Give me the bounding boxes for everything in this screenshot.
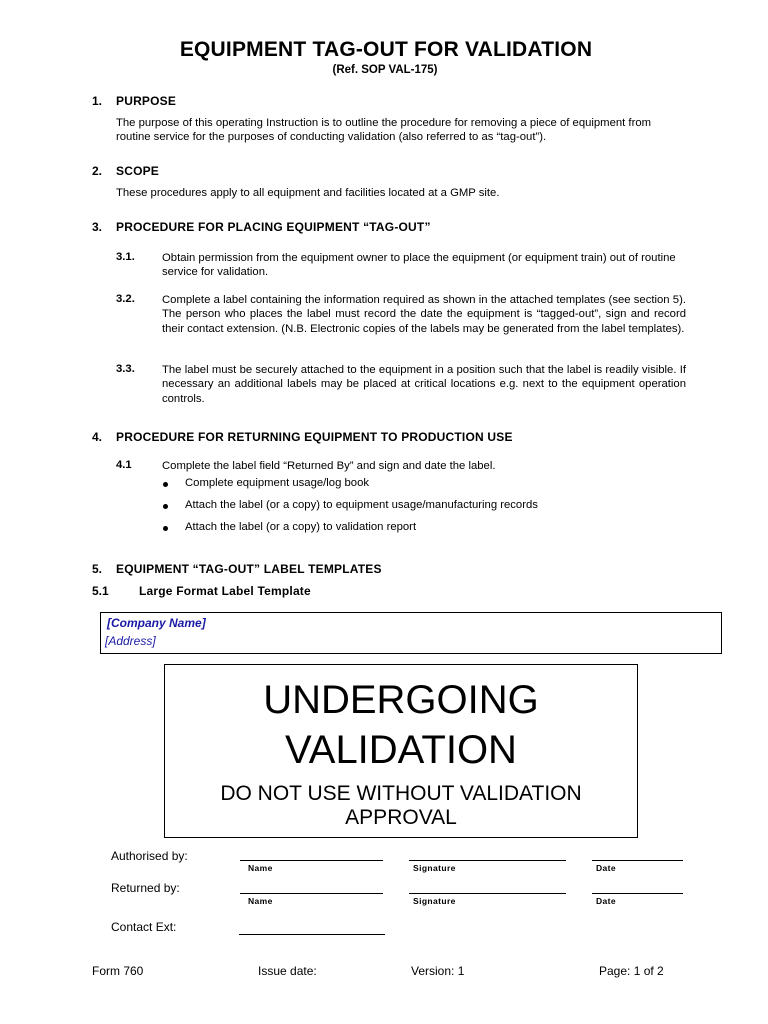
name-caption: Name: [248, 896, 273, 906]
authorised-name-line: [240, 860, 383, 861]
section-2-text: These procedures apply to all equipment and facilities located at a GMP site.: [116, 187, 500, 199]
section-1-number: 1.: [92, 94, 103, 108]
date-caption: Date: [596, 896, 617, 906]
bullet-dot: [163, 482, 168, 487]
section-4-number: 4.: [92, 430, 103, 444]
company-name-placeholder: [Company Name]: [107, 616, 206, 630]
section-5-heading: EQUIPMENT “TAG-OUT” LABEL TEMPLATES: [116, 562, 382, 576]
label-warning-line2: APPROVAL: [345, 806, 457, 829]
authorised-date-line: [592, 860, 683, 861]
section-4-heading: PROCEDURE FOR RETURNING EQUIPMENT TO PRODUCTION USE: [116, 430, 513, 444]
returned-signature-line: [409, 893, 566, 894]
step-3-3-text: The label must be securely attached to the equipment in a position such that the label is readily visible. If necessary an additional labels may be placed at critical locations e.g. next to the equipment operation controls.: [162, 364, 686, 405]
contact-ext-label: Contact Ext:: [111, 920, 177, 934]
step-3-3-number: 3.3.: [116, 363, 135, 375]
subsection-5-1-number: 5.1: [92, 584, 109, 598]
section-3-number: 3.: [92, 220, 103, 234]
document-reference: (Ref. SOP VAL-175): [332, 64, 438, 76]
step-4-1-number: 4.1: [116, 459, 132, 471]
name-caption: Name: [248, 863, 273, 873]
footer-page-number: Page: 1 of 2: [599, 964, 664, 978]
company-header-box: [100, 612, 722, 654]
authorised-by-label: Authorised by:: [111, 849, 188, 863]
returned-name-line: [240, 893, 383, 894]
bullet-dot: [163, 526, 168, 531]
footer-version: Version: 1: [411, 964, 465, 978]
section-1-text: The purpose of this operating Instruction is to outline the procedure for removing a piece of equipment from routine service for the purposes of conducting validation (also referred to as “tag-out”).: [116, 117, 652, 144]
document-title: EQUIPMENT TAG-OUT FOR VALIDATION: [179, 38, 593, 61]
step-4-1-text: Complete the label field “Returned By” and sign and date the label.: [162, 460, 496, 472]
step-3-1-number: 3.1.: [116, 251, 135, 263]
signature-caption: Signature: [413, 863, 456, 873]
section-5-number: 5.: [92, 562, 103, 576]
validation-label-box: [164, 664, 638, 838]
step-3-1-text: Obtain permission from the equipment owner to place the equipment (or equipment train) out of routine service for validation.: [162, 252, 676, 279]
section-3-heading: PROCEDURE FOR PLACING EQUIPMENT “TAG-OUT”: [116, 220, 431, 234]
section-1-heading: PURPOSE: [116, 94, 177, 108]
bullet-item: Attach the label (or a copy) to validation report: [185, 521, 417, 533]
returned-by-label: Returned by:: [111, 881, 180, 895]
label-headline-line2: VALIDATION: [285, 728, 517, 772]
address-placeholder: [Address]: [105, 634, 156, 648]
label-warning-line1: DO NOT USE WITHOUT VALIDATION: [220, 782, 582, 805]
step-3-2-number: 3.2.: [116, 293, 135, 305]
section-2-heading: SCOPE: [116, 164, 160, 178]
authorised-signature-line: [409, 860, 566, 861]
bullet-item: Attach the label (or a copy) to equipment usage/manufacturing records: [185, 499, 538, 511]
step-3-2-text: Complete a label containing the information required as shown in the attached templates (see section 5). The person who places the label must record the date the equipment is “tagged-out”, sign and record their contact extension. (N.B. Electronic copies of the labels may be generated from the label templates).: [162, 294, 686, 335]
contact-ext-line: [239, 934, 385, 935]
footer-form-number: Form 760: [92, 964, 144, 978]
bullet-dot: [163, 504, 168, 509]
date-caption: Date: [596, 863, 617, 873]
label-headline-line1: UNDERGOING: [263, 678, 539, 722]
footer-issue-date: Issue date:: [258, 964, 317, 978]
signature-caption: Signature: [413, 896, 456, 906]
section-2-number: 2.: [92, 164, 103, 178]
bullet-item: Complete equipment usage/log book: [185, 477, 370, 489]
returned-date-line: [592, 893, 683, 894]
subsection-5-1-heading: Large Format Label Template: [139, 584, 311, 598]
